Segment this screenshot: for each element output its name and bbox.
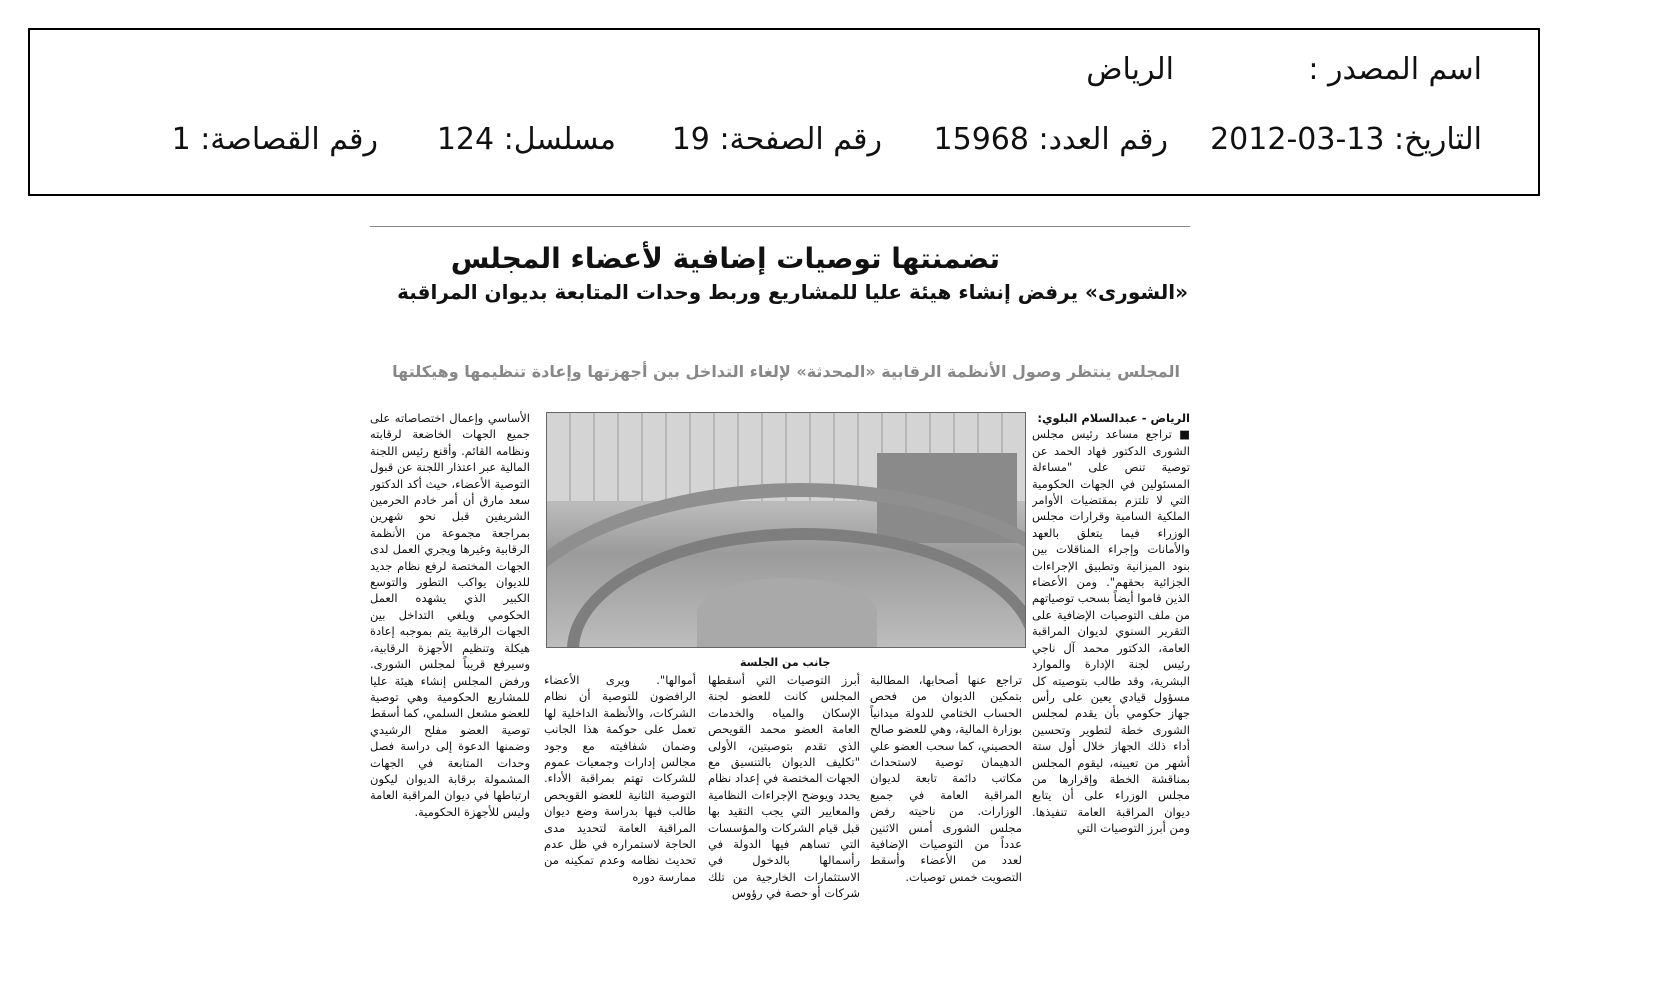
article-column-3 [708, 672, 860, 994]
issue-number-field: رقم العدد: 15968 [933, 122, 1168, 157]
session-photo [546, 412, 1026, 648]
article-column-2 [870, 672, 1022, 994]
article-headline: «الشورى» يرفض إنشاء هيئة عليا للمشاريع وربط وحدات المتابعة بديوان المراقبة [397, 280, 1188, 304]
source-metadata-box [28, 28, 1540, 196]
page-number-field: رقم الصفحة: 19 [671, 122, 882, 157]
column-3-text: أبرز التوصيات التي أسقطها المجلس كانت للعضو لجنة الإسكان والمياه والخدمات العامة العضو محمد القويحص الذي تقدم بتوصيتين، الأولى "تكليف الديوان بالتنسيق مع الجهات المختصة في إعداد نظام يحدد ويوضح الإجراءات النظامية والمعايير التي يجب التقيد بها قبل قيام الشركات والمؤسسات التي تساهم فيها الدولة في رأسمالها بالدخول في الاستثمارات الخارجية من تلك شركات أو حصة في رؤوس [708, 673, 860, 901]
serial-field: مسلسل: 124 [436, 122, 616, 157]
photo-caption: جانب من الجلسة [740, 656, 831, 669]
article-column-5 [370, 410, 530, 994]
column-5-text: الأساسي وإعمال اختصاصاته على جميع الجهات الخاضعة لرقابته ونظامه القائم. وأقنع رئيس اللجنة المالية عبر اعتذار اللجنة عن قبول التوصية الأعضاء، حيث أكد الدكتور سعد مارق أن أمر خادم الحرمين الشريفين قبل نحو شهرين بمراجعة مجموعة من الأنظمة الرقابية وغيرها ويجري العمل لدى الجهات المختصة لرفع نظام جديد للديوان يواكب التطور والتوسع الكبير الذي يشهده العمل الحكومي ويلغي التداخل بين الجهات الرقابية يتم بموجبه إعادة هيكلة وتنظيم الأجهزة الرقابية، وسيرفع قريباً لمجلس الشورى. ورفض المجلس إنشاء هيئة عليا للمشاريع الحكومية وهي توصية للعضو مشعل السلمي، كما أسقط توصية العضو مفلح الرشيدي وضمنها الدعوة إلى دراسة فصل وحدات المتابعة في الجهات المشمولة برقابة الديوان ليكون ارتباطها في ديوان المراقبة العامة وليس للأجهزة الحكومية. [370, 411, 530, 819]
source-label: اسم المصدر : [1308, 52, 1482, 87]
source-value: الرياض [1086, 52, 1174, 87]
photo-floor [697, 578, 877, 648]
article-subhead: المجلس ينتظر وصول الأنظمة الرقابية «المحدثة» لإلغاء التداخل بين أجهزتها وإعادة تنظيمها وهيكلتها [392, 362, 1180, 381]
newspaper-clipping [370, 226, 1190, 994]
column-2-text: تراجع عنها أصحابها، المطالبة بتمكين الديوان من فحص الحساب الختامي للدولة ميدانياً بوزارة المالية، وهي للعضو صالح الحصيني، كما سحب العضو علي الدهيمان توصية لاستحداث مكاتب دائمة تابعة لديوان المراقبة العامة في جميع الوزارات. من ناحيته رفض مجلس الشورى أمس الاثنين عدداً من التوصيات الإضافية لعدد من الأعضاء وأسقط التصويت خمس توصيات. [870, 673, 1022, 884]
clipping-number-field: رقم القصاصة: 1 [171, 122, 378, 157]
top-rule [370, 226, 1190, 227]
column-1-text: ■ تراجع مساعد رئيس مجلس الشورى الدكتور فهاد الحمد عن توصية تنص على "مساءلة المسئولين في الجهات الحكومية التي لا تلتزم بمقتضيات الأوامر الملكية السامية وقرارات مجلس الوزراء فيما يتعلق بالعهد والأمانات وإجراء المناقلات بين بنود الميزانية وتطبيق الإجراءات الجزائية بحقهم". ومن الأعضاء الذين قاموا أيضاً بسحب توصياتهم من ملف التوصيات الإضافية على التقرير السنوي لديوان المراقبة العامة، الدكتور محمد آل ناجي رئيس لجنة الإدارة والموارد البشرية، وقد طالب بتوصيته كل مسؤول قيادي يعين على رأس جهاز حكومي بأن يقدم لمجلس الشورى خطة لتطوير وتحسين أداء ذلك الجهاز خلال أول ستة أشهر من تعيينه، ليقوم المجلس بمناقشة الخطة وإقرارها من مجلس الوزراء على أن يتابع ديوان المراقبة العامة تنفيذها. ومن أبرز التوصيات التي [1032, 427, 1190, 836]
article-column-1 [1032, 410, 1190, 994]
article-kicker: تضمنتها توصيات إضافية لأعضاء المجلس [450, 242, 1000, 275]
article-byline: الرياض - عبدالسلام البلوي: [1037, 411, 1190, 425]
date-field: التاريخ: 13-03-2012 [1210, 122, 1482, 157]
column-4-text: أموالها". ويرى الأعضاء الرافضون للتوصية أن نظام الشركات، والأنظمة الداخلية لها تعمل على حوكمة هذا الجانب وضمان شفافيته مع وجود مجالس إدارات وجمعيات عموم للشركات تهتم بمراقبة الأداء. التوصية الثانية للعضو القويحص طالب فيها بدراسة وضع ديوان المراقبة العامة لتحديد مدى الحاجة لاستمراره في ظل عدم تحديث نظامه وعدم تمكينه من ممارسة دوره [544, 673, 696, 884]
article-column-4 [544, 672, 696, 994]
